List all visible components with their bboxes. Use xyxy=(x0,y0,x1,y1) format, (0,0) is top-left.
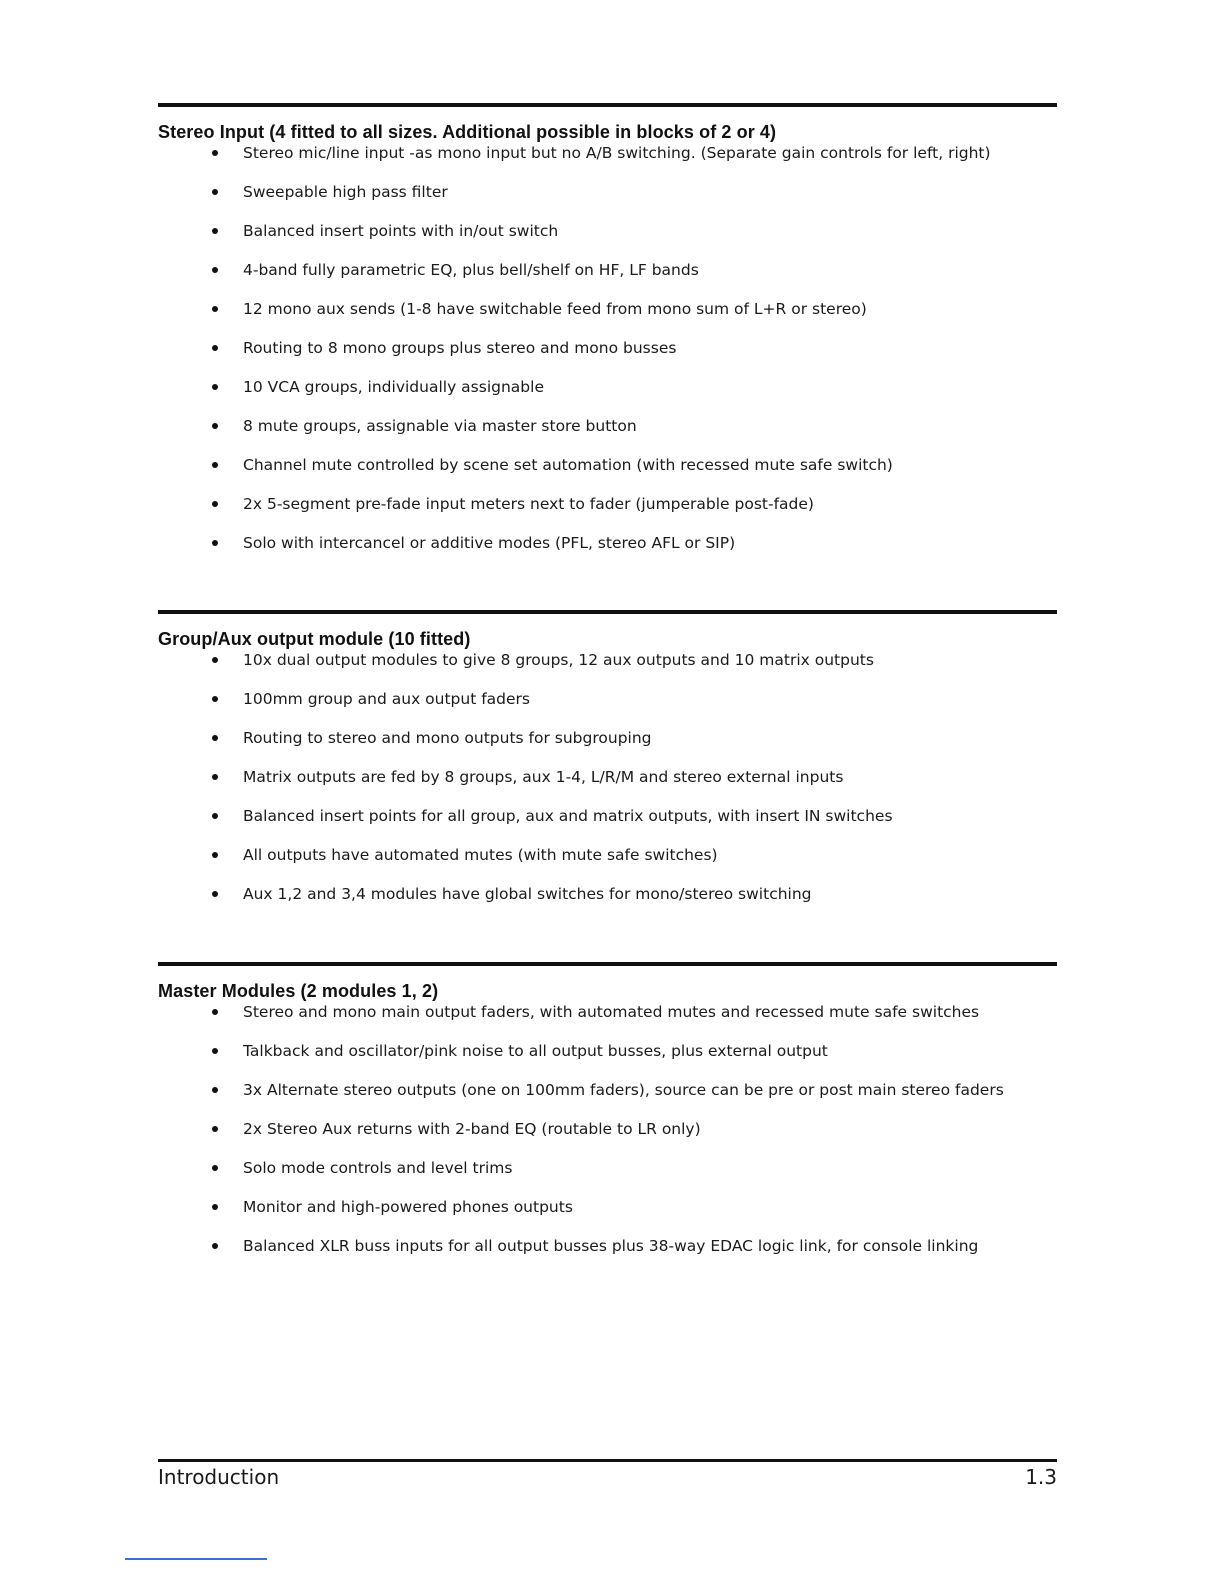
section-divider xyxy=(158,103,1057,107)
section-divider xyxy=(158,962,1057,966)
list-item: 12 mono aux sends (1-8 have switchable feed from mono sum of L+R or stereo) xyxy=(158,299,1057,338)
list-item: Solo mode controls and level trims xyxy=(158,1158,1057,1197)
section-master-modules xyxy=(158,962,1057,1275)
bullet-list xyxy=(158,143,1057,572)
list-item: Monitor and high-powered phones outputs xyxy=(158,1197,1057,1236)
list-item: Sweepable high pass filter xyxy=(158,182,1057,221)
list-item: Balanced insert points with in/out switch xyxy=(158,221,1057,260)
list-item: 2x 5-segment pre-fade input meters next to fader (jumperable post-fade) xyxy=(158,494,1057,533)
list-item: Routing to stereo and mono outputs for subgrouping xyxy=(158,728,1057,767)
page-footer xyxy=(158,1459,1057,1489)
list-item: 100mm group and aux output faders xyxy=(158,689,1057,728)
section-heading: Group/Aux output module (10 fitted) xyxy=(158,629,471,649)
list-item: Balanced XLR buss inputs for all output busses plus 38-way EDAC logic link, for console linking xyxy=(158,1236,1057,1275)
list-item: 10 VCA groups, individually assignable xyxy=(158,377,1057,416)
list-item: Talkback and oscillator/pink noise to all output busses, plus external output xyxy=(158,1041,1057,1080)
section-heading: Master Modules (2 modules 1, 2) xyxy=(158,981,439,1001)
section-group-aux-output xyxy=(158,610,1057,923)
footer-row xyxy=(158,1465,1057,1489)
section-divider xyxy=(158,610,1057,614)
list-item: 10x dual output modules to give 8 groups, 12 aux outputs and 10 matrix outputs xyxy=(158,650,1057,689)
list-item: Balanced insert points for all group, aux and matrix outputs, with insert IN switches xyxy=(158,806,1057,845)
list-item: Stereo and mono main output faders, with automated mutes and recessed mute safe switches xyxy=(158,1002,1057,1041)
list-item: 8 mute groups, assignable via master store button xyxy=(158,416,1057,455)
bullet-list xyxy=(158,650,1057,923)
footer-page-number: 1.3 xyxy=(1025,1465,1057,1489)
list-item: 2x Stereo Aux returns with 2-band EQ (routable to LR only) xyxy=(158,1119,1057,1158)
list-item: Aux 1,2 and 3,4 modules have global switches for mono/stereo switching xyxy=(158,884,1057,923)
list-item: 3x Alternate stereo outputs (one on 100mm faders), source can be pre or post main stereo faders xyxy=(158,1080,1057,1119)
list-item: Solo with intercancel or additive modes (PFL, stereo AFL or SIP) xyxy=(158,533,1057,572)
list-item: Channel mute controlled by scene set automation (with recessed mute safe switch) xyxy=(158,455,1057,494)
footer-divider xyxy=(158,1459,1057,1462)
link-underline-decoration xyxy=(125,1558,267,1560)
footer-chapter-title: Introduction xyxy=(158,1465,280,1489)
section-heading: Stereo Input (4 fitted to all sizes. Additional possible in blocks of 2 or 4) xyxy=(158,122,777,142)
list-item: 4-band fully parametric EQ, plus bell/shelf on HF, LF bands xyxy=(158,260,1057,299)
list-item: Matrix outputs are fed by 8 groups, aux 1-4, L/R/M and stereo external inputs xyxy=(158,767,1057,806)
list-item: Routing to 8 mono groups plus stereo and mono busses xyxy=(158,338,1057,377)
list-item: All outputs have automated mutes (with mute safe switches) xyxy=(158,845,1057,884)
section-stereo-input xyxy=(158,103,1057,572)
list-item: Stereo mic/line input -as mono input but no A/B switching. (Separate gain controls for left, right) xyxy=(158,143,1057,182)
bullet-list xyxy=(158,1002,1057,1275)
